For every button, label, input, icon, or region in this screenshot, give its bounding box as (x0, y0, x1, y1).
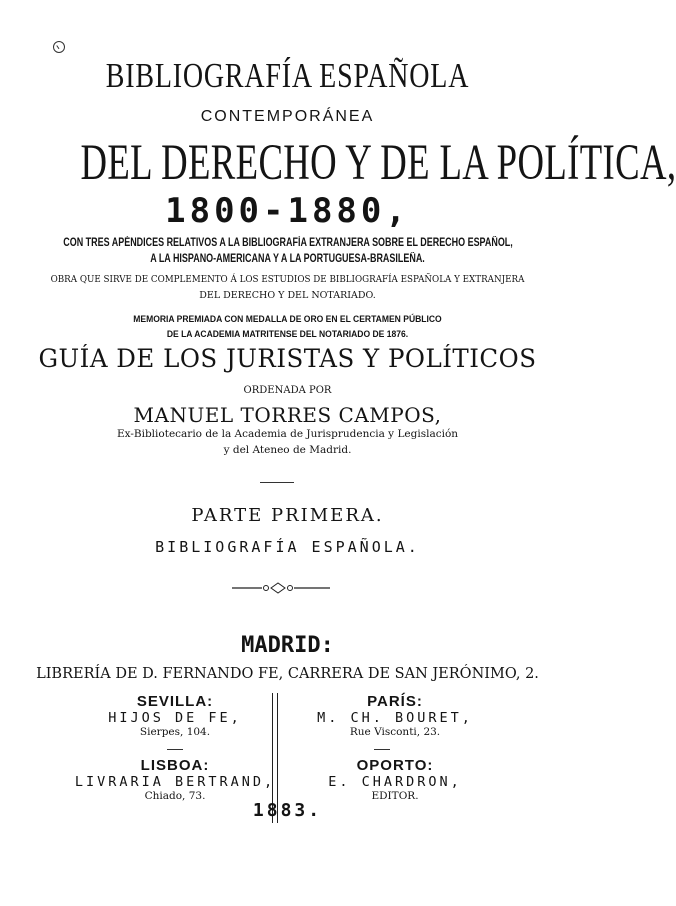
title-line-2: CONTEMPORÁNEA (200, 108, 375, 125)
distributor-city: LISBOA: (140, 757, 210, 774)
distributor-oporto (275, 757, 515, 802)
appendices-line-2: A LA HISPANO-AMERICANA Y A LA PORTUGUESA-BRASILEÑA. (150, 253, 425, 265)
author-role-line-2: y del Ateneo de Madrid. (223, 444, 352, 456)
distributor-city: OPORTO: (356, 757, 434, 774)
distributor-city: PARÍS: (367, 693, 423, 710)
distributor-lisboa (60, 757, 290, 802)
distributor-address: Rue Visconti, 23. (349, 726, 441, 738)
distributor-paris (275, 693, 515, 738)
purpose-line-1: OBRA QUE SIRVE DE COMPLEMENTO Á LOS ESTUDIOS DE BIBLIOGRAFÍA ESPAÑOLA Y EXTRANJERA (50, 274, 525, 285)
distributor-name: M. CH. BOURET, (317, 710, 473, 726)
guide-title: GUÍA DE LOS JURISTAS Y POLÍTICOS (38, 344, 537, 373)
divider-left (167, 749, 183, 750)
imprint-city: MADRID: (241, 633, 334, 658)
distributor-city: SEVILLA: (136, 693, 214, 710)
distributor-sevilla (60, 693, 290, 738)
bookshop-address: LIBRERÍA DE D. FERNANDO FE, CARRERA DE SAN JERÓNIMO, 2. (36, 666, 539, 682)
award-line-1: MEMORIA PREMIADA CON MEDALLA DE ORO EN EL CERTAMEN PÚBLICO (133, 314, 442, 325)
library-stamp-icon (53, 41, 65, 53)
appendices-line-1: CON TRES APÉNDICES RELATIVOS A LA BIBLIOGRAFÍA EXTRANJERA SOBRE EL DERECHO ESPAÑOL, (63, 237, 513, 249)
ornament-divider (0, 582, 575, 594)
author-name: MANUEL TORRES CAMPOS, (133, 403, 442, 427)
part-title: PARTE PRIMERA. (191, 505, 384, 526)
distributor-address: EDITOR. (371, 790, 419, 802)
distributor-address: Sierpes, 104. (139, 726, 211, 738)
distributor-name: LIVRARIA BERTRAND, (74, 774, 276, 790)
title-years: 1800-1880, (165, 191, 410, 231)
distributor-address: Chiado, 73. (144, 790, 206, 802)
title-line-3: DEL DERECHO Y DE LA POLÍTICA, (80, 135, 676, 191)
author-role-line-1: Ex-Bibliotecario de la Academia de Jurisprudencia y Legislación (116, 428, 459, 440)
purpose-line-2: DEL DERECHO Y DEL NOTARIADO. (199, 290, 376, 301)
divider-right (374, 749, 390, 750)
publication-year: 1883. (252, 800, 323, 821)
title-line-1: BIBLIOGRAFÍA ESPAÑOLA (105, 56, 470, 95)
award-line-2: DE LA ACADEMIA MATRITENSE DEL NOTARIADO DE 1876. (166, 329, 409, 340)
ordered-by-label: ORDENADA POR (243, 385, 332, 396)
distributor-name: E. CHARDRON, (328, 774, 462, 790)
part-subtitle: BIBLIOGRAFÍA ESPAÑOLA. (155, 538, 420, 556)
divider-short (260, 482, 294, 483)
distributor-name: HIJOS DE FE, (108, 710, 242, 726)
